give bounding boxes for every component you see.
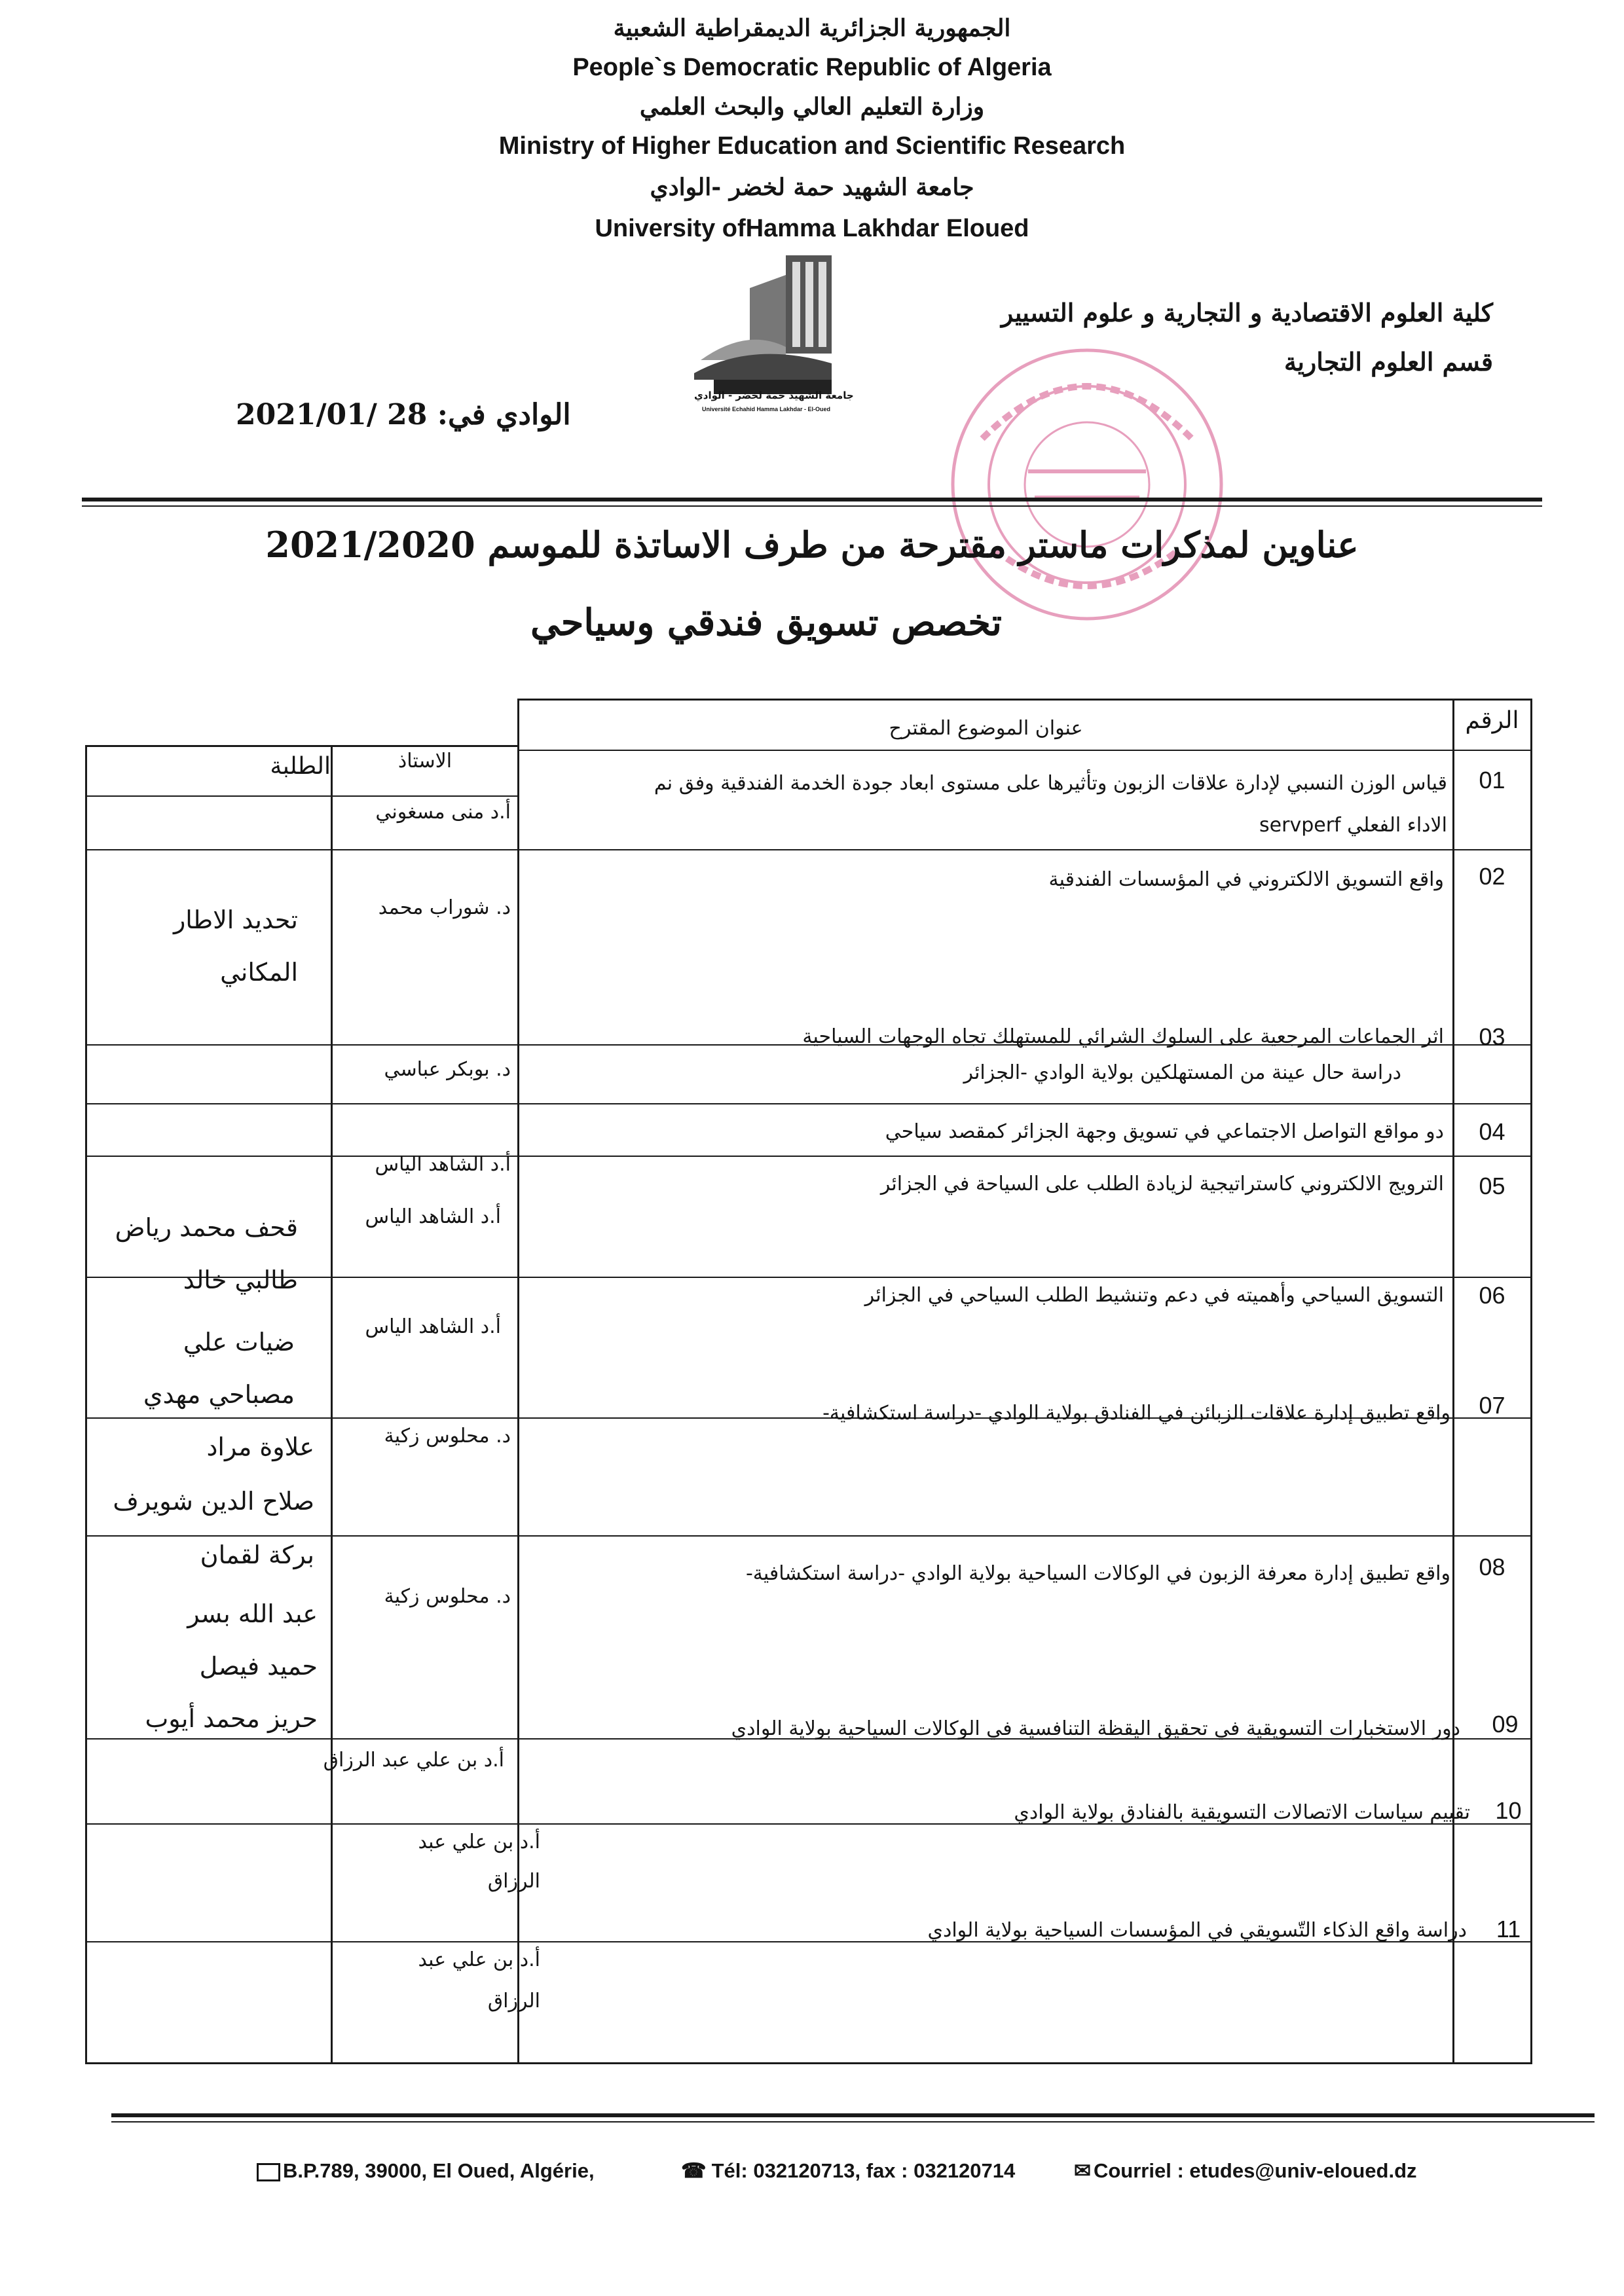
header-university-ar: جامعة الشهيد حمة لخضر -الوادي	[650, 173, 974, 201]
specialty-title: تخصص تسويق فندقي وسياحي	[530, 601, 1002, 644]
topic-line: دو مواقع التواصل الاجتماعي في تسويق وجهة الجزائر كمقصد سياحي	[885, 1120, 1444, 1143]
professor-name: د. بوبكر عباسي	[384, 1058, 511, 1081]
student-name: عبد الله بسر	[187, 1599, 318, 1628]
row-number: 06	[1479, 1282, 1505, 1309]
row-number: 01	[1479, 767, 1505, 793]
row-number: 04	[1479, 1118, 1505, 1145]
header-university-en: University ofHamma Lakhdar Eloued	[595, 215, 1029, 242]
professor-name: أ.د بن علي عبد	[418, 1948, 540, 1971]
professor-name: الرزاق	[487, 1870, 540, 1893]
professor-name: أ.د بن علي عبد الرزاق	[323, 1749, 504, 1772]
header-professor: الاستاذ	[397, 750, 452, 773]
header-students: الطلبة	[270, 753, 331, 780]
department-name: قسم العلوم التجارية	[1283, 347, 1493, 376]
col-sep-number	[1452, 699, 1454, 2064]
header-topic: عنوان الموضوع المقترح	[889, 717, 1083, 740]
email-text: Courriel : etudes@univ-eloued.dz	[1093, 2159, 1417, 2182]
student-name: صلاح الدين شويرف	[113, 1487, 314, 1516]
topic-line: تقييم سياسات الاتصالات التسويقية بالفنادق بولاية الوادي	[1014, 1801, 1470, 1824]
student-name: حميد فيصل	[199, 1652, 318, 1681]
student-name: طالبي خالد	[183, 1266, 298, 1294]
table-border-bottom	[85, 2062, 1532, 2064]
topic-line: دراسة واقع الذكاء التّسويقي في المؤسسات السياحية بولاية الوادي	[927, 1919, 1467, 1942]
col-sep-professor	[331, 745, 333, 2064]
professor-name: أ.د منى مسغوني	[375, 801, 511, 824]
footer-phone	[681, 2159, 1015, 2183]
student-name: المكاني	[220, 958, 298, 987]
topic-line: قياس الوزن النسبي لإدارة علاقات الزبون وتأثيرها على مستوى ابعاد جودة الخدمة الفندقية وفق نم	[654, 772, 1447, 795]
student-name: علاوة مراد	[206, 1432, 314, 1461]
email-icon: ✉	[1074, 2159, 1091, 2182]
footer-address	[257, 2159, 595, 2183]
row-number: 11	[1496, 1916, 1521, 1942]
row-number: 10	[1495, 1797, 1522, 1824]
phone-text: Tél: 032120713, fax : 032120714	[711, 2159, 1016, 2182]
topic-line: التسويق السياحي وأهميته في دعم وتنشيط الطلب السياحي في الجزائر	[864, 1284, 1444, 1307]
faculty-name: كلية العلوم الاقتصادية و التجارية و علوم التسيير	[1001, 298, 1493, 327]
row-number: 09	[1492, 1711, 1519, 1738]
header-number: الرقم	[1465, 707, 1519, 734]
university-logo	[688, 249, 854, 426]
student-name: قحف محمد رياض	[115, 1213, 298, 1242]
student-name: حريز محمد أيوب	[145, 1704, 318, 1733]
row-number: 07	[1479, 1392, 1505, 1419]
row-sep	[85, 1103, 1532, 1104]
student-name: تحديد الاطار	[173, 905, 298, 934]
address-text: B.P.789, 39000, El Oued, Algérie,	[283, 2159, 595, 2182]
topic-line: واقع تطبيق إدارة معرفة الزبون في الوكالات السياحية بولاية الوادي -دراسة استكشافية-	[745, 1562, 1450, 1585]
row-number: 08	[1479, 1554, 1505, 1580]
faculty-stamp	[943, 340, 1231, 629]
professor-name: أ.د الشاهد الياس	[375, 1153, 511, 1176]
professor-name: د. محلوس زكية	[384, 1585, 511, 1608]
header-rule	[82, 498, 1542, 501]
header-country-en: People`s Democratic Republic of Algeria	[572, 54, 1052, 81]
telephone-icon: ☎	[681, 2159, 707, 2182]
row-sep	[85, 1156, 1532, 1157]
professor-name: د. محلوس زكية	[384, 1425, 511, 1448]
footer-rule-thin	[111, 2121, 1595, 2123]
footer-rule	[111, 2113, 1595, 2117]
professor-name: أ.د الشاهد الياس	[365, 1205, 501, 1228]
document-date: الوادي في: 28 /2021/01	[236, 398, 571, 431]
topic-line: واقع تطبيق إدارة علاقات الزبائن في الفنادق بولاية الوادي -دراسة استكشافية-	[822, 1402, 1450, 1425]
table-border-top-right	[517, 699, 1532, 701]
topic-line: الاداء الفعلي servperf	[1259, 814, 1447, 837]
document-title: عناوين لمذكرات ماستر مقترحة من طرف الاساتذة للموسم 2021/2020	[265, 524, 1359, 566]
student-name: بركة لقمان	[200, 1540, 314, 1569]
logo-caption-fr: Université Echahid Hamma Lakhdar - El-Oued	[701, 406, 831, 412]
row-number: 05	[1479, 1173, 1505, 1199]
student-name: ضيات علي	[183, 1328, 295, 1357]
student-name: مصباحي مهدي	[143, 1380, 295, 1409]
topic-line: اثر الجماعات المرجعية على السلوك الشرائي للمستهلك تجاه الوجهات السياحية	[802, 1025, 1444, 1048]
topic-line: واقع التسويق الالكتروني في المؤسسات الفندقية	[1048, 868, 1444, 891]
topic-line: دور الاستخبارات التسويقية في تحقيق اليقظة التنافسية في الوكالات السياحية بولاية الوادي	[731, 1717, 1460, 1740]
professor-name: د. شوراب محمد	[378, 896, 511, 919]
mailbox-icon	[257, 2163, 280, 2181]
row-sep	[517, 750, 1532, 751]
table-border-left	[85, 745, 87, 2064]
topic-line: الترويج الالكتروني كاستراتيجية لزيادة الطلب على السياحة في الجزائر	[880, 1173, 1444, 1195]
footer-email	[1074, 2159, 1417, 2183]
header-rule-thin	[82, 505, 1542, 507]
row-number: 03	[1479, 1023, 1505, 1050]
table-border-top-left	[85, 745, 517, 747]
row-number: 02	[1479, 863, 1505, 890]
logo-caption-ar: جامعة الشهيد حمة لخضر - الوادي	[694, 390, 854, 401]
table-border-right	[1530, 699, 1532, 2064]
professor-name: أ.د بن علي عبد	[418, 1831, 540, 1853]
row-sep	[85, 849, 1532, 850]
professor-name: أ.د الشاهد الياس	[365, 1315, 501, 1338]
header-ministry-en: Ministry of Higher Education and Scientific Research	[498, 132, 1126, 160]
topic-line: دراسة حال عينة من المستهلكين بولاية الوادي -الجزائر	[963, 1061, 1401, 1084]
professor-name: الرزاق	[487, 1990, 540, 2013]
header-ministry-ar: وزارة التعليم العالي والبحث العلمي	[639, 93, 985, 120]
header-country-ar: الجمهورية الجزائرية الديمقراطية الشعبية	[613, 14, 1011, 42]
